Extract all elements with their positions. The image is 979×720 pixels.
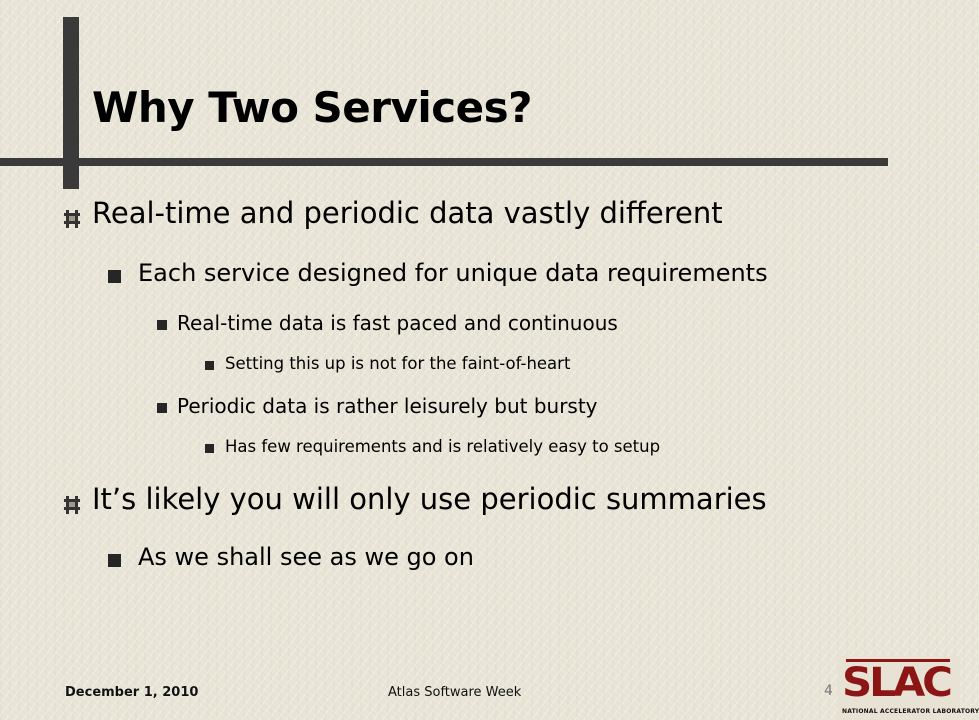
bullet-text: Real-time data is fast paced and continuous bbox=[177, 311, 618, 335]
bullet-text: Real-time and periodic data vastly different bbox=[92, 196, 723, 230]
title-accent-horizontal-bar bbox=[0, 158, 888, 166]
logo-subtitle: NATIONAL ACCELERATOR LABORATORY bbox=[842, 708, 979, 715]
bullet-text: Has few requirements and is relatively easy to setup bbox=[225, 437, 661, 456]
hash-bullet-icon bbox=[62, 495, 82, 515]
bullet-text: It’s likely you will only use periodic summaries bbox=[92, 482, 767, 516]
square-bullet-icon bbox=[108, 554, 121, 567]
bullet-text: As we shall see as we go on bbox=[138, 543, 474, 571]
square-bullet-icon bbox=[157, 403, 167, 413]
bullet-text: Periodic data is rather leisurely but bursty bbox=[177, 394, 598, 418]
slide-number: 4 bbox=[824, 683, 833, 699]
slac-logo bbox=[838, 656, 979, 720]
slide-title: Why Two Services? bbox=[92, 83, 533, 132]
logo-wordmark: SLAC bbox=[842, 660, 950, 706]
bullet-text: Setting this up is not for the faint-of-heart bbox=[225, 354, 571, 373]
footer-date: December 1, 2010 bbox=[65, 685, 199, 700]
square-bullet-icon bbox=[108, 270, 121, 283]
bullet-text: Each service designed for unique data requirements bbox=[138, 259, 768, 287]
square-bullet-icon bbox=[205, 361, 214, 370]
footer-event-name: Atlas Software Week bbox=[388, 685, 522, 700]
hash-bullet-icon bbox=[62, 209, 82, 229]
square-bullet-icon bbox=[205, 444, 214, 453]
square-bullet-icon bbox=[157, 320, 167, 330]
